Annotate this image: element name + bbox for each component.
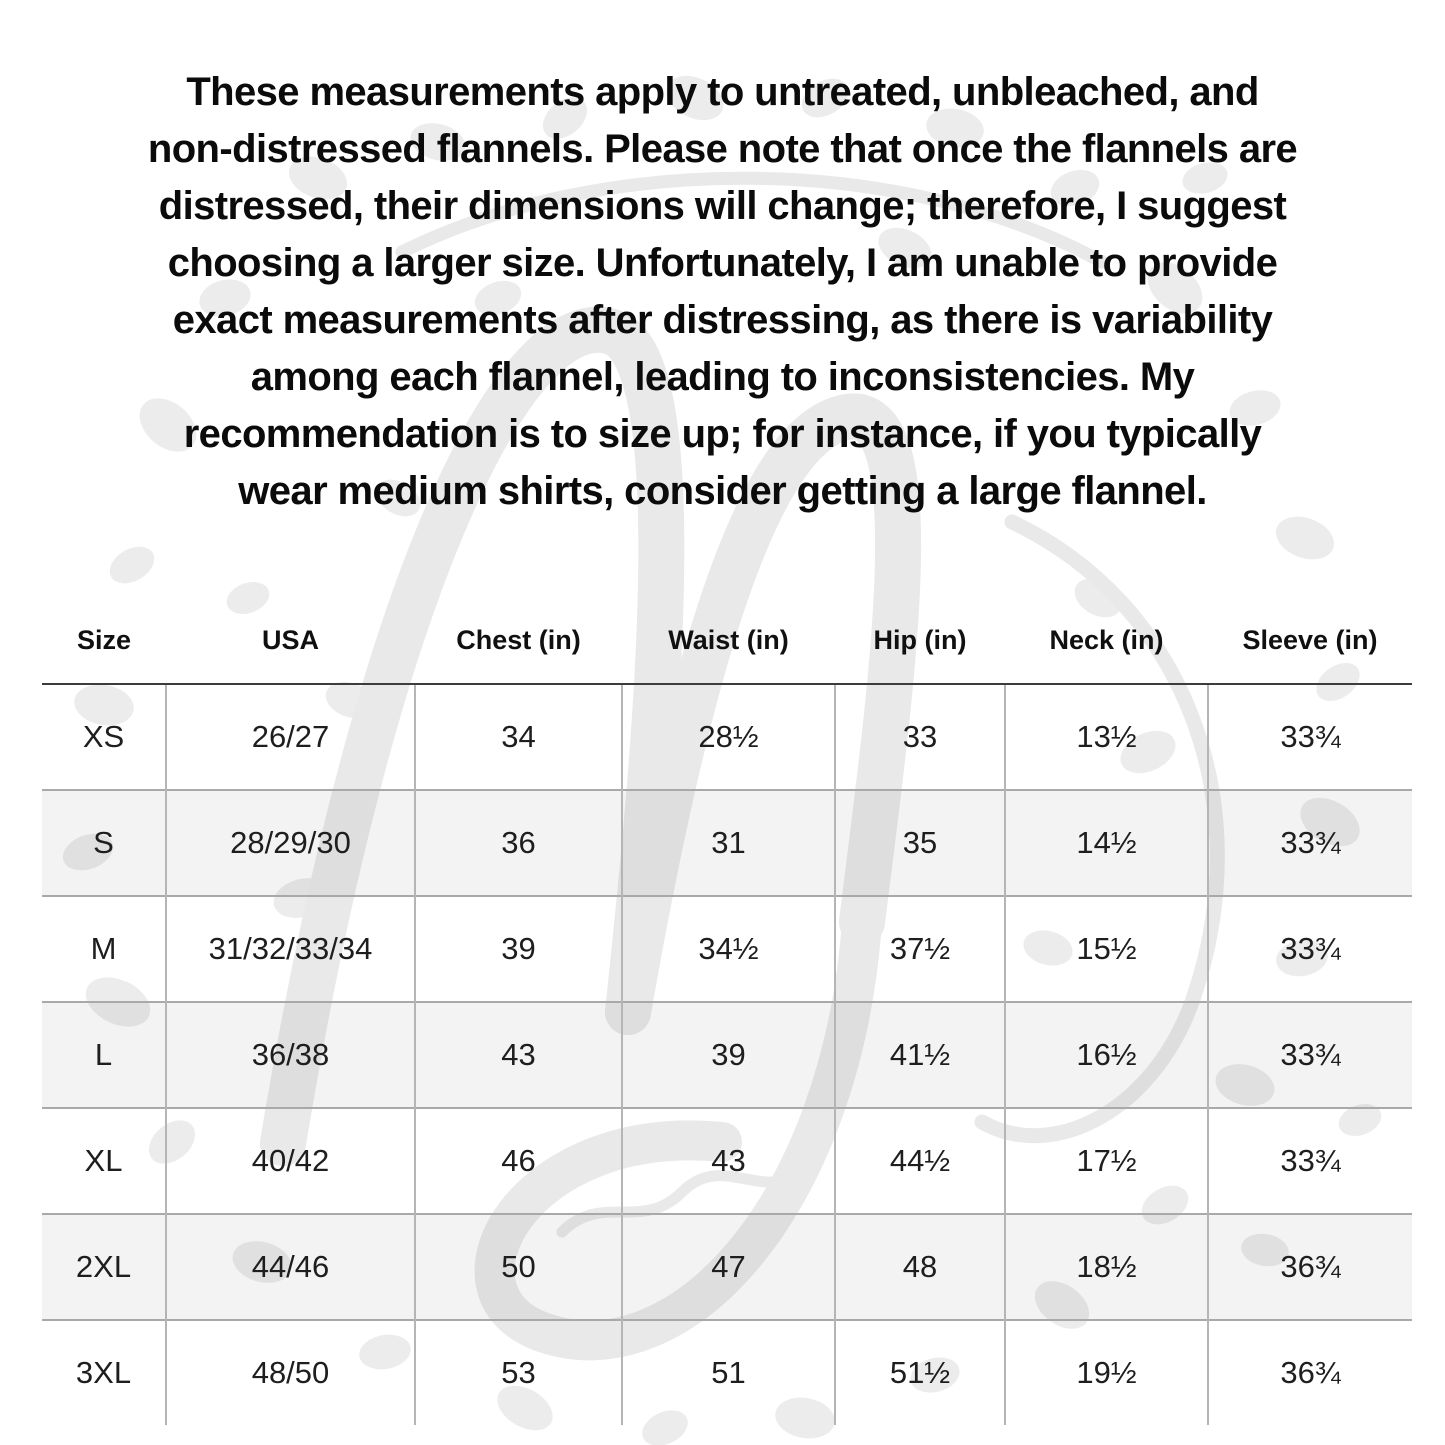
column-header-sleeve: Sleeve (in) xyxy=(1208,598,1412,684)
table-row-xl xyxy=(42,1108,1412,1214)
cell-chest: 50 xyxy=(415,1214,622,1320)
table-header xyxy=(42,598,1412,684)
cell-neck: 16½ xyxy=(1005,1002,1208,1108)
cell-size: XS xyxy=(82,719,125,754)
cell-waist: 47 xyxy=(622,1214,835,1320)
cell-size: 2XL xyxy=(42,1214,166,1320)
cell-neck: 13½ xyxy=(1005,684,1208,790)
cell-usa: 26/27 xyxy=(166,684,415,790)
paragraph-line: exact measurements after distressing, as there is variability xyxy=(172,298,1273,342)
table-row-s xyxy=(42,790,1412,896)
cell-chest: 34 xyxy=(415,684,622,790)
column-header-hip: Hip (in) xyxy=(835,598,1005,684)
cell-sleeve: 33¾ xyxy=(1208,896,1412,1002)
cell-chest: 39 xyxy=(415,896,622,1002)
cell-usa: 44/46 xyxy=(166,1214,415,1320)
cell-sleeve: 33¾ xyxy=(1208,1002,1412,1108)
header-row xyxy=(42,598,1412,684)
table-row-xs xyxy=(42,684,1412,790)
cell-sleeve: 33¾ xyxy=(1208,684,1412,790)
cell-hip: 37½ xyxy=(835,896,1005,1002)
size-chart-table xyxy=(42,598,1412,1425)
cell-waist: 39 xyxy=(622,1002,835,1108)
cell-waist: 28½ xyxy=(622,684,835,790)
cell-hip: 33 xyxy=(835,684,1005,790)
cell-neck: 19½ xyxy=(1005,1320,1208,1425)
cell-hip: 35 xyxy=(835,790,1005,896)
paragraph-line: non-distressed flannels. Please note that once the flannels are xyxy=(147,127,1298,171)
cell-size: S xyxy=(42,790,166,896)
cell-waist: 51 xyxy=(622,1320,835,1425)
table-row-3xl xyxy=(42,1320,1412,1425)
table-row-2xl xyxy=(42,1214,1412,1320)
cell-neck: 18½ xyxy=(1005,1214,1208,1320)
cell-hip: 41½ xyxy=(835,1002,1005,1108)
paragraph-line: choosing a larger size. Unfortunately, I am unable to provide xyxy=(167,241,1278,285)
cell-neck: 17½ xyxy=(1005,1108,1208,1214)
cell-usa: 31/32/33/34 xyxy=(166,896,415,1002)
cell-hip: 51½ xyxy=(835,1320,1005,1425)
paragraph-line: among each flannel, leading to inconsistencies. My xyxy=(250,355,1195,399)
table-row-m xyxy=(42,896,1412,1002)
paragraph-line: These measurements apply to untreated, unbleached, and xyxy=(186,70,1259,114)
cell-chest: 43 xyxy=(415,1002,622,1108)
paragraph-line: wear medium shirts, consider getting a large flannel. xyxy=(238,469,1207,513)
cell-hip: 48 xyxy=(835,1214,1005,1320)
cell-sleeve: 33¾ xyxy=(1208,790,1412,896)
cell-neck: 14½ xyxy=(1005,790,1208,896)
cell-usa: 28/29/30 xyxy=(166,790,415,896)
cell-size: L xyxy=(42,1002,166,1108)
column-header-size: Size xyxy=(42,598,166,684)
paragraph-line: recommendation is to size up; for instance, if you typically xyxy=(183,412,1262,456)
cell-chest: 46 xyxy=(415,1108,622,1214)
column-header-neck: Neck (in) xyxy=(1005,598,1208,684)
cell-usa: 40/42 xyxy=(166,1108,415,1214)
cell-usa: 48/50 xyxy=(166,1320,415,1425)
cell-size: XL xyxy=(42,1108,166,1214)
cell-usa: 36/38 xyxy=(166,1002,415,1108)
column-header-chest: Chest (in) xyxy=(415,598,622,684)
cell-size: 3XL xyxy=(42,1320,166,1425)
cell-size: M xyxy=(42,896,166,1002)
cell-hip: 44½ xyxy=(835,1108,1005,1214)
measurement-disclaimer-paragraph xyxy=(0,64,1445,520)
cell-chest: 36 xyxy=(415,790,622,896)
table-row-l xyxy=(42,1002,1412,1108)
cell-sleeve: 36¾ xyxy=(1208,1214,1412,1320)
paragraph-line: distressed, their dimensions will change; therefore, I suggest xyxy=(158,184,1287,228)
cell-chest: 53 xyxy=(415,1320,622,1425)
cell-sleeve: 33¾ xyxy=(1208,1108,1412,1214)
column-header-waist: Waist (in) xyxy=(622,598,835,684)
cell-waist: 43 xyxy=(622,1108,835,1214)
cell-waist: 34½ xyxy=(622,896,835,1002)
cell-waist: 31 xyxy=(622,790,835,896)
cell-sleeve: 36¾ xyxy=(1208,1320,1412,1425)
column-header-usa: USA xyxy=(166,598,415,684)
cell-neck: 15½ xyxy=(1005,896,1208,1002)
